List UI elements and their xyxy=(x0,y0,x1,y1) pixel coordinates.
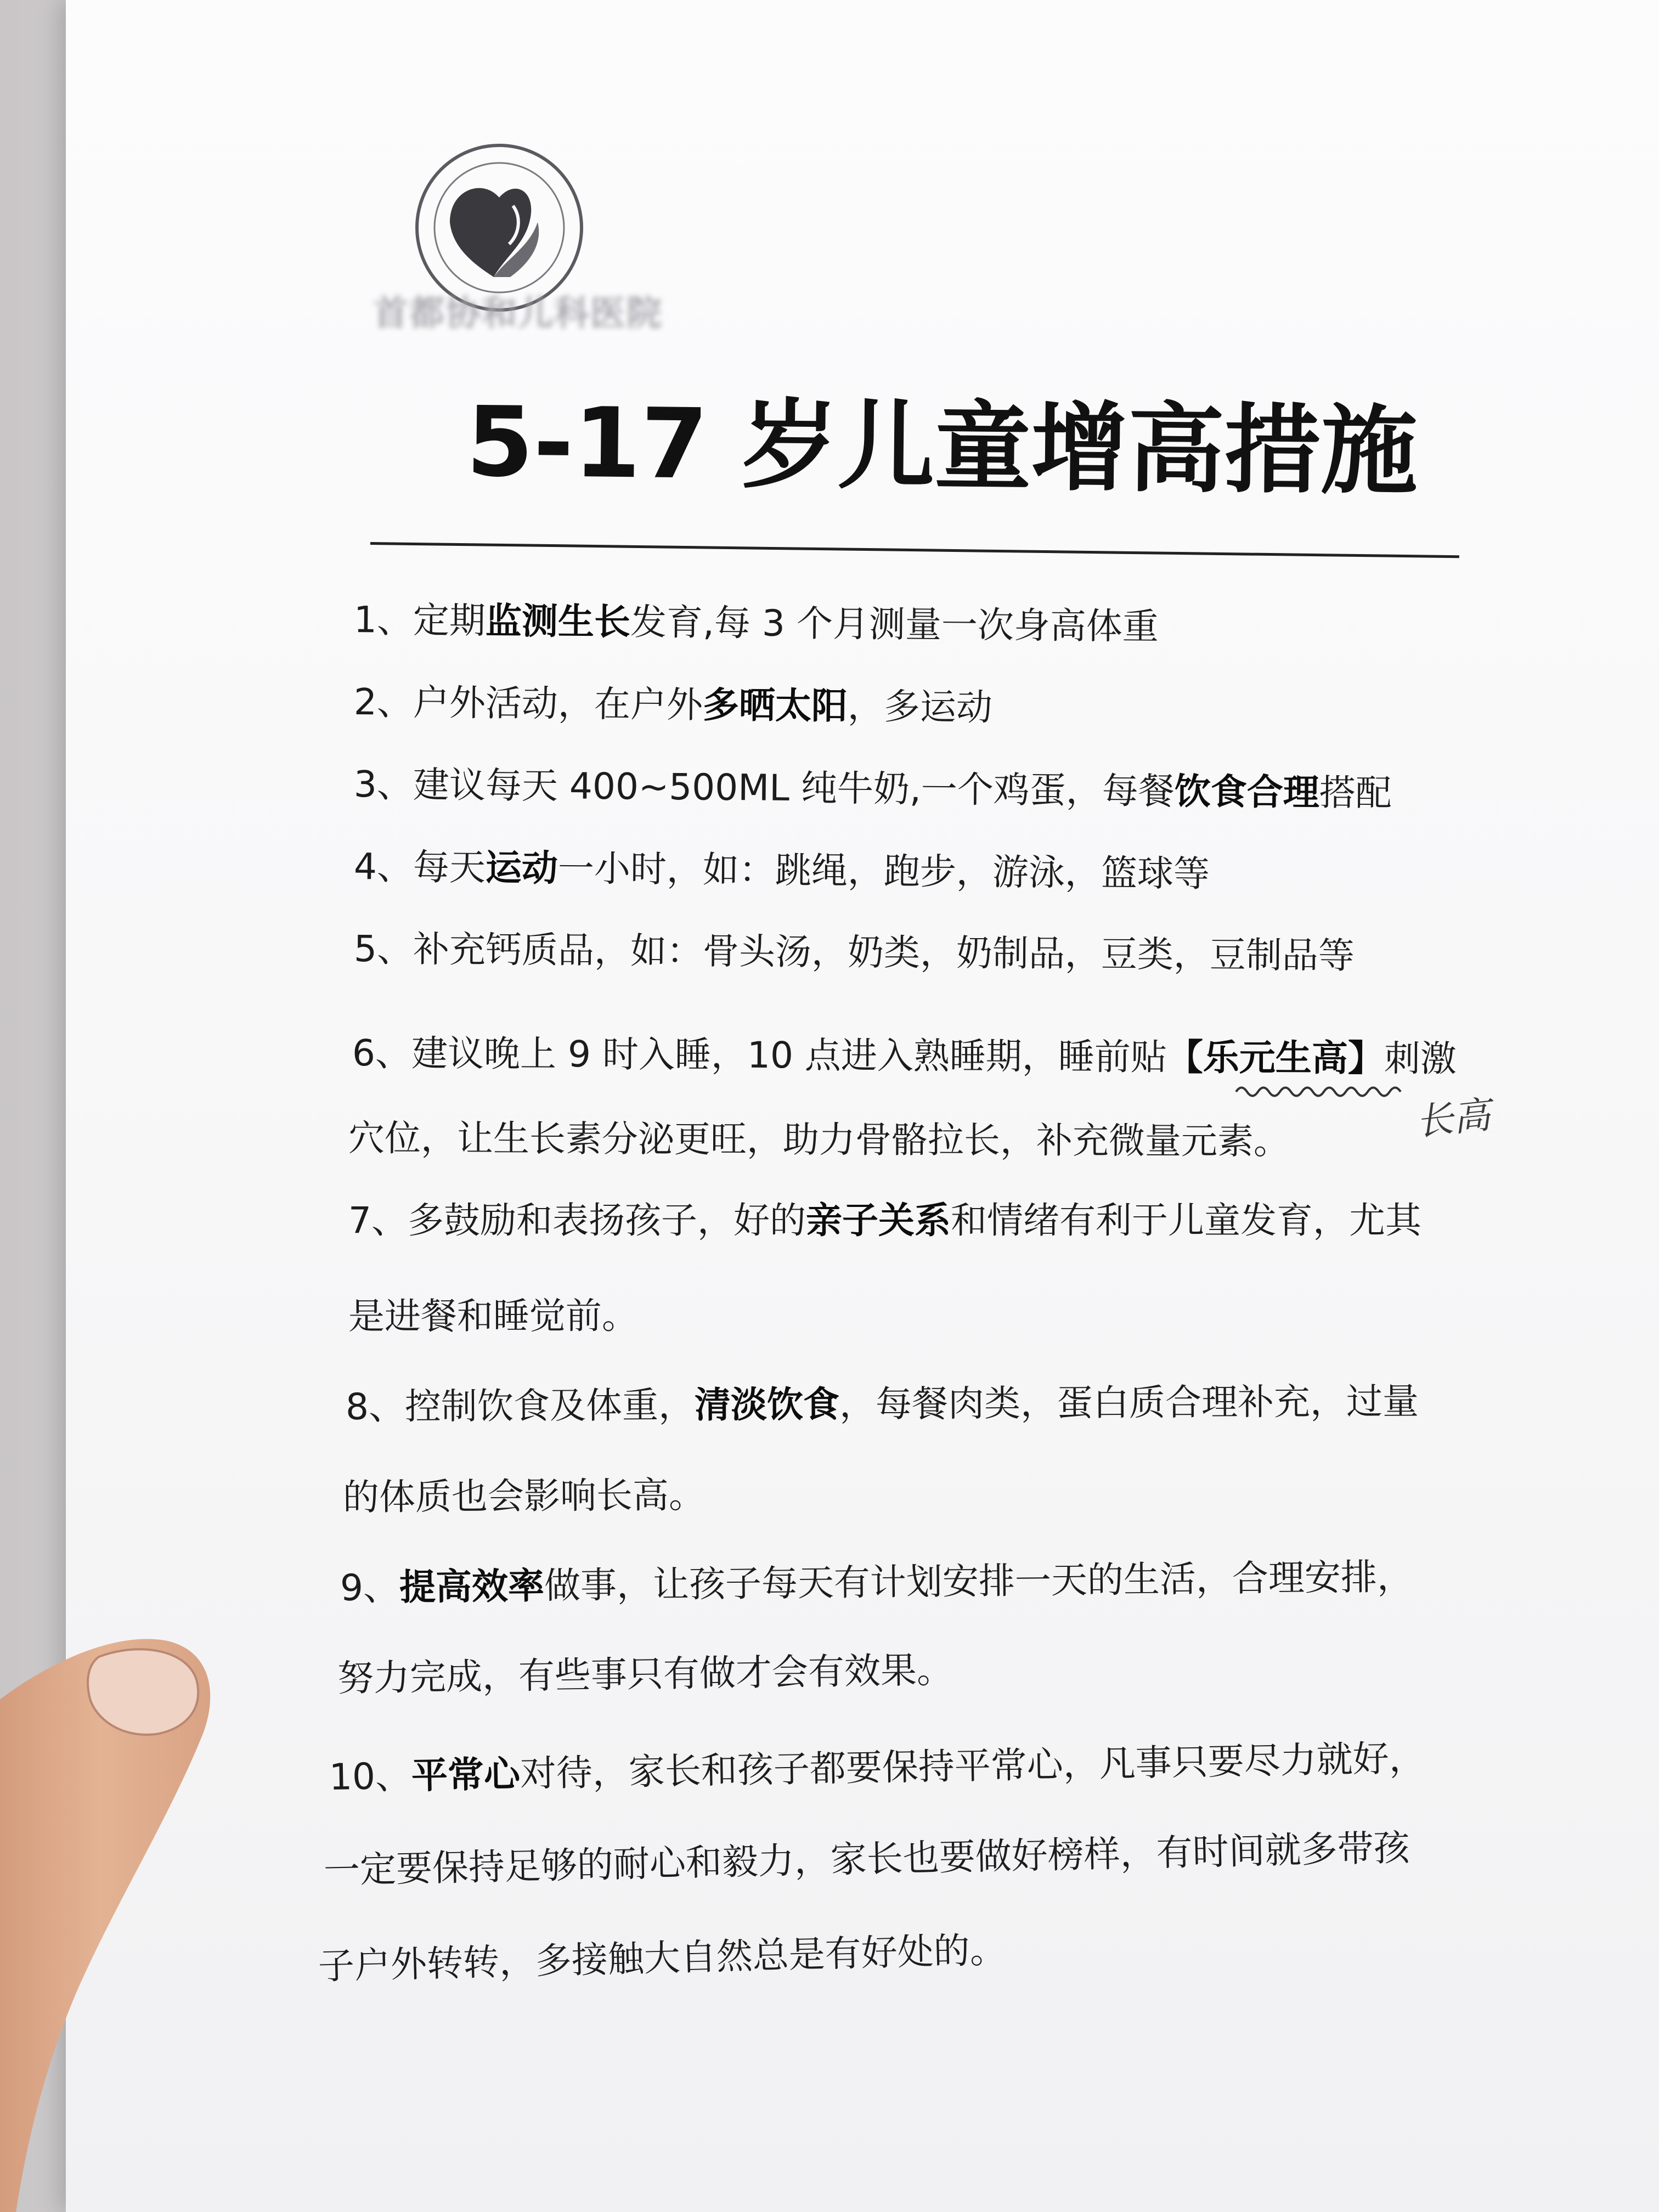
measure-number: 10、 xyxy=(329,1754,412,1798)
measure-text: 建议每天 400~500ML 纯牛奶,一个鸡蛋，每餐 xyxy=(413,763,1175,813)
document-title: 5-17 岁儿童增高措施 xyxy=(465,386,1418,509)
handwritten-note: 长高 xyxy=(1413,1093,1493,1144)
measure-number: 7、 xyxy=(348,1199,408,1242)
measure-text: 发育,每 3 个月测量一次身高体重 xyxy=(630,601,1159,648)
measure-line xyxy=(329,1736,1425,1799)
measure-line xyxy=(340,1555,1414,1610)
measure-number: 1、 xyxy=(353,599,414,641)
measure-text: 一定要保持足够的耐心和毅力，家长也要做好榜样，有时间就多带孩 xyxy=(323,1826,1410,1892)
measure-text: 穴位，让生长素分泌更旺，助力骨骼拉长，补充微量元素。 xyxy=(348,1117,1290,1163)
measure-number: 3、 xyxy=(353,763,414,806)
measure-emphasis: 清淡饮食 xyxy=(694,1383,840,1426)
measure-emphasis: 多晒太阳 xyxy=(702,684,848,727)
document-sheet xyxy=(66,0,1659,2212)
measure-line xyxy=(352,1031,1457,1081)
measure-text: 建议晚上 9 时入睡，10 点进入熟睡期，睡前贴 xyxy=(411,1032,1167,1079)
measure-number: 4、 xyxy=(353,845,414,888)
measure-line xyxy=(318,1928,1007,1988)
measure-number: 5、 xyxy=(353,928,414,970)
handwritten-wavy-underline xyxy=(1233,1081,1409,1103)
measure-text: 和情绪有利于儿童发育，尤其 xyxy=(951,1199,1421,1242)
measure-emphasis: 监测生长 xyxy=(485,600,631,644)
measure-text: 子户外转转，多接触大自然总是有好处的。 xyxy=(318,1928,1007,1988)
measure-line xyxy=(354,763,1392,815)
measure-text: 控制饮食及体重， xyxy=(404,1384,695,1428)
thumb xyxy=(0,1618,219,2212)
measure-emphasis: 运动 xyxy=(485,847,558,890)
measure-text: 搭配 xyxy=(1319,771,1392,815)
measure-emphasis: 提高效率 xyxy=(399,1565,545,1609)
measure-text: 多鼓励和表扬孩子，好的 xyxy=(408,1199,806,1242)
measure-text: ，多运动 xyxy=(847,685,993,729)
measure-line xyxy=(354,845,1210,896)
measure-line xyxy=(354,680,993,729)
measure-text: 定期 xyxy=(413,599,486,642)
measure-number: 8、 xyxy=(345,1385,405,1428)
measure-line xyxy=(348,1199,1421,1242)
measure-text: 每天 xyxy=(413,845,486,889)
measure-line xyxy=(354,598,1159,648)
measure-emphasis: 【乐元生高】 xyxy=(1166,1036,1385,1080)
measure-line xyxy=(323,1826,1410,1893)
measure-text: 的体质也会影响长高。 xyxy=(342,1474,706,1519)
measure-line xyxy=(348,1116,1290,1163)
measure-line xyxy=(343,1473,706,1519)
title-divider xyxy=(370,542,1459,558)
measure-text: 补充钙质品，如：骨头汤，奶类，奶制品，豆类，豆制品等 xyxy=(413,928,1355,977)
measure-number: 6、 xyxy=(352,1032,412,1075)
hospital-name: 首都协和儿科医院 xyxy=(373,294,663,334)
measure-line xyxy=(337,1648,953,1700)
measure-text: 对待，家长和孩子都要保持平常心，凡事只要尽力就好， xyxy=(520,1737,1426,1795)
measure-text: 户外活动，在户外 xyxy=(413,681,703,726)
measure-text: 一小时，如：跳绳，跑步，游泳，篮球等 xyxy=(557,847,1210,895)
measure-number: 9、 xyxy=(340,1566,400,1609)
measure-number: 2、 xyxy=(353,681,414,724)
measure-text: 做事，让孩子每天有计划安排一天的生活，合理安排， xyxy=(544,1555,1414,1607)
measure-text: 是进餐和睡觉前。 xyxy=(348,1295,639,1338)
measure-line xyxy=(354,927,1355,978)
measure-text: 刺激 xyxy=(1384,1037,1457,1080)
measure-text: ，每餐肉类，蛋白质合理补充，过量 xyxy=(839,1380,1419,1426)
measure-emphasis: 亲子关系 xyxy=(806,1199,951,1242)
measure-text: 努力完成，有些事只有做才会有效果。 xyxy=(337,1649,953,1700)
measure-line xyxy=(346,1380,1419,1429)
measure-line xyxy=(348,1294,638,1338)
measure-emphasis: 饮食合理 xyxy=(1174,770,1320,814)
measure-emphasis: 平常心 xyxy=(411,1752,521,1797)
